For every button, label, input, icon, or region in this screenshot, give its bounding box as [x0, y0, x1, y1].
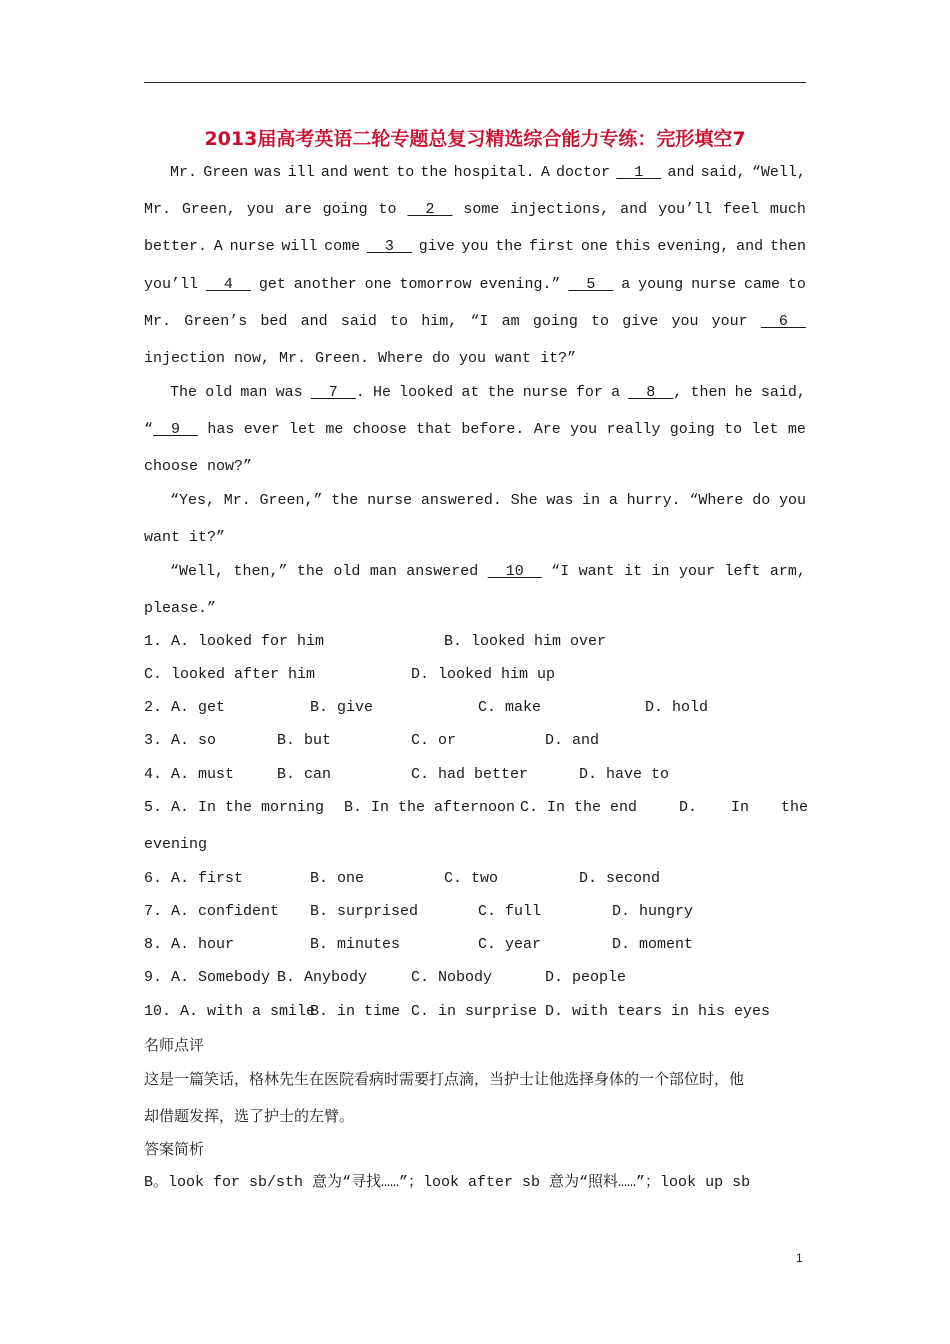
- option: B. one: [310, 870, 365, 887]
- word: he: [734, 384, 753, 401]
- word: you’ll: [144, 276, 199, 293]
- word: to: [378, 201, 397, 218]
- option: B. In the afternoon: [344, 799, 516, 816]
- passage-line: choose now?”: [144, 458, 253, 475]
- word: [206, 276, 251, 294]
- word: [407, 201, 452, 219]
- word: Green,”: [259, 492, 323, 509]
- word: you: [461, 238, 489, 255]
- word: to: [787, 276, 806, 293]
- word: looked: [399, 384, 454, 401]
- word: am: [501, 313, 520, 330]
- word: a: [621, 276, 631, 293]
- word: “Well,: [170, 563, 225, 580]
- word: to: [390, 313, 409, 330]
- blank: 1: [616, 164, 662, 181]
- word: was: [275, 384, 303, 401]
- word: at: [461, 384, 480, 401]
- word: the: [487, 384, 515, 401]
- word: “Where: [689, 492, 744, 509]
- word: let: [751, 421, 779, 438]
- option: B. but: [277, 732, 332, 749]
- option: C. had better: [411, 766, 529, 783]
- word: man: [369, 563, 397, 580]
- word: ill: [287, 164, 315, 181]
- commentary-text: 这是一篇笑话，格林先生在医院看病时需要打点滴，当护士让他选择身体的一个部位时，他: [144, 1070, 745, 1088]
- passage-line: [144, 421, 806, 439]
- analysis-text: B。look for sb/sth 意为“寻找……”；look after sb 意为“照料……”；look up sb: [144, 1174, 751, 1191]
- option: 10. A. with a smile: [144, 1003, 316, 1020]
- word: answered.: [420, 492, 502, 509]
- word: me: [325, 421, 344, 438]
- question-5: [144, 799, 809, 817]
- word: and: [320, 164, 348, 181]
- blank: 9: [153, 421, 199, 438]
- word: a: [611, 384, 621, 401]
- word: feel: [722, 201, 759, 218]
- word: “I: [551, 563, 570, 580]
- word: this: [614, 238, 651, 255]
- option: D.: [679, 799, 698, 816]
- option: D. second: [579, 870, 661, 887]
- option: B. in time: [310, 1003, 401, 1020]
- word: one: [580, 238, 608, 255]
- word: get: [258, 276, 286, 293]
- word: young: [638, 276, 684, 293]
- option: In: [731, 799, 750, 816]
- blank: 6: [760, 313, 806, 330]
- question-9: [144, 969, 806, 987]
- question-2: [144, 699, 806, 717]
- blank: 5: [568, 276, 614, 293]
- word: then: [769, 238, 806, 255]
- word: some: [463, 201, 500, 218]
- word: going: [322, 201, 368, 218]
- word: nurse: [522, 384, 568, 401]
- word: then,”: [233, 563, 288, 580]
- word: said,: [760, 384, 806, 401]
- option: B. looked him over: [444, 633, 607, 650]
- word: and: [300, 313, 328, 330]
- word: the: [331, 492, 359, 509]
- option: 1. A. looked for him: [144, 633, 325, 650]
- word: doctor: [556, 164, 611, 181]
- word: [568, 276, 613, 294]
- passage-line: want it?”: [144, 529, 226, 546]
- option: D. with tears in his eyes: [545, 1003, 771, 1020]
- word: you: [778, 492, 806, 509]
- word: that: [416, 421, 453, 438]
- question-7: [144, 903, 806, 921]
- option: 4. A. must: [144, 766, 235, 783]
- word: 8 ,: [628, 384, 683, 401]
- page-title: 2013届高考英语二轮专题总复习精选综合能力专练：完形填空7: [204, 128, 746, 150]
- passage-line: [144, 563, 806, 581]
- word: before.: [461, 421, 525, 438]
- option: D. looked him up: [411, 666, 556, 683]
- option: B. give: [310, 699, 374, 716]
- word: want: [578, 563, 615, 580]
- blank: 2: [407, 201, 453, 218]
- word: to: [396, 164, 415, 181]
- blank: 4: [205, 276, 251, 293]
- word: was: [546, 492, 574, 509]
- word: are: [284, 201, 312, 218]
- option: B. surprised: [310, 903, 419, 920]
- word: you: [246, 201, 274, 218]
- word: tomorrow: [399, 276, 472, 293]
- word: in: [651, 563, 670, 580]
- question-8: [144, 936, 806, 954]
- word: Green: [203, 164, 249, 181]
- passage-line: [144, 492, 806, 510]
- word: you: [570, 421, 598, 438]
- option: C. year: [478, 936, 542, 953]
- word: your: [711, 313, 748, 330]
- option: C. or: [411, 732, 457, 749]
- word: bed: [260, 313, 288, 330]
- option: 3. A. so: [144, 732, 217, 749]
- passage-line: [144, 384, 806, 402]
- passage-line: [144, 201, 806, 219]
- word: old: [205, 384, 233, 401]
- word: then: [690, 384, 727, 401]
- passage-line: [144, 276, 806, 294]
- word: ever: [243, 421, 280, 438]
- word: arm,: [769, 563, 806, 580]
- option: D. people: [545, 969, 627, 986]
- option: 8. A. hour: [144, 936, 235, 953]
- word: has: [207, 421, 235, 438]
- word: injections,: [510, 201, 610, 218]
- word: nurse: [367, 492, 413, 509]
- passage-line: [144, 164, 806, 182]
- word: and: [736, 238, 764, 255]
- word: first: [529, 238, 575, 255]
- question-3: [144, 732, 806, 750]
- word: for: [575, 384, 603, 401]
- question-10: [144, 1003, 806, 1021]
- word: old: [333, 563, 361, 580]
- option: B. can: [277, 766, 332, 783]
- commentary-text: 却借题发挥，选了护士的左臂。: [144, 1107, 355, 1125]
- blank: 3: [366, 238, 412, 255]
- word: better.: [144, 238, 208, 255]
- header-rule: [144, 82, 806, 83]
- word: going: [669, 421, 715, 438]
- word: was: [254, 164, 282, 181]
- option: C. In the end: [520, 799, 638, 816]
- word: me: [787, 421, 806, 438]
- word: one: [364, 276, 392, 293]
- word: She: [510, 492, 538, 509]
- blank: 10: [487, 563, 542, 580]
- word: [761, 313, 806, 331]
- word: you: [671, 313, 699, 330]
- option: 5. A. In the morning: [144, 799, 325, 816]
- word: Green,: [181, 201, 236, 218]
- word: [616, 164, 661, 182]
- word: nurse: [229, 238, 275, 255]
- word: said: [340, 313, 377, 330]
- word: man: [240, 384, 268, 401]
- option: C. make: [478, 699, 542, 716]
- question-5-cont: evening: [144, 836, 208, 853]
- word: the: [420, 164, 448, 181]
- option: the: [781, 799, 809, 816]
- word: evening.”: [479, 276, 561, 293]
- word: “Well,: [751, 164, 806, 181]
- word: nurse: [691, 276, 737, 293]
- blank: 7: [310, 384, 356, 401]
- analysis-heading: 答案简析: [144, 1140, 205, 1158]
- option: D. and: [545, 732, 600, 749]
- word: the: [495, 238, 523, 255]
- word: The: [170, 384, 198, 401]
- word: a: [608, 492, 618, 509]
- word: came: [743, 276, 780, 293]
- word: 7 .: [310, 384, 365, 401]
- word: and: [667, 164, 695, 181]
- option: 7. A. confident: [144, 903, 280, 920]
- word: said,: [700, 164, 746, 181]
- option: C. two: [444, 870, 499, 887]
- option: C. full: [478, 903, 542, 920]
- word: evening,: [657, 238, 730, 255]
- option: D. hungry: [612, 903, 694, 920]
- word: Mr.: [144, 313, 172, 330]
- page-number: 1: [796, 1251, 803, 1265]
- word: much: [769, 201, 806, 218]
- question-4: [144, 766, 806, 784]
- word: “I: [470, 313, 489, 330]
- word: choose: [352, 421, 407, 438]
- word: Mr.: [223, 492, 251, 509]
- word: you’ll: [658, 201, 713, 218]
- question-1-cont: [144, 666, 806, 684]
- word: A: [540, 164, 550, 181]
- commentary-heading: 名师点评: [144, 1036, 205, 1054]
- word: Mr.: [144, 201, 172, 218]
- option: C. in surprise: [411, 1003, 538, 1020]
- word: left: [724, 563, 761, 580]
- option: 6. A. first: [144, 870, 244, 887]
- word: Are: [533, 421, 561, 438]
- word: in: [582, 492, 601, 509]
- word: your: [678, 563, 715, 580]
- word: A: [213, 238, 223, 255]
- word: give: [418, 238, 455, 255]
- word: another: [293, 276, 357, 293]
- option: 2. A. get: [144, 699, 226, 716]
- word: “Yes,: [170, 492, 216, 509]
- passage-line: [144, 238, 806, 256]
- option: B. minutes: [310, 936, 401, 953]
- word: do: [752, 492, 771, 509]
- option: C. Nobody: [411, 969, 493, 986]
- word: will: [281, 238, 318, 255]
- word: it: [624, 563, 643, 580]
- word: [488, 563, 542, 581]
- option: D. moment: [612, 936, 694, 953]
- word: Green’s: [184, 313, 248, 330]
- option: D. hold: [645, 699, 709, 716]
- word: going: [532, 313, 578, 330]
- word: hurry.: [626, 492, 681, 509]
- blank: 8: [628, 384, 674, 401]
- word: really: [606, 421, 661, 438]
- question-1: [144, 633, 806, 651]
- passage-line: injection now, Mr. Green. Where do you want it?”: [144, 350, 577, 367]
- word: hospital.: [453, 164, 535, 181]
- option: B. Anybody: [277, 969, 368, 986]
- question-6: [144, 870, 806, 888]
- option: C. looked after him: [144, 666, 316, 683]
- word: come: [324, 238, 361, 255]
- word: to: [591, 313, 610, 330]
- word: him,: [421, 313, 458, 330]
- passage-line: [144, 313, 806, 331]
- word: went: [354, 164, 391, 181]
- word: to: [724, 421, 743, 438]
- word: “ 9: [144, 421, 199, 438]
- option: 9. A. Somebody: [144, 969, 271, 986]
- word: [367, 238, 412, 256]
- word: let: [289, 421, 317, 438]
- word: give: [622, 313, 659, 330]
- option: D. have to: [579, 766, 670, 783]
- word: the: [296, 563, 324, 580]
- word: He: [372, 384, 391, 401]
- word: and: [620, 201, 648, 218]
- word: answered: [406, 563, 479, 580]
- word: Mr.: [170, 164, 198, 181]
- passage-line: please.”: [144, 600, 217, 617]
